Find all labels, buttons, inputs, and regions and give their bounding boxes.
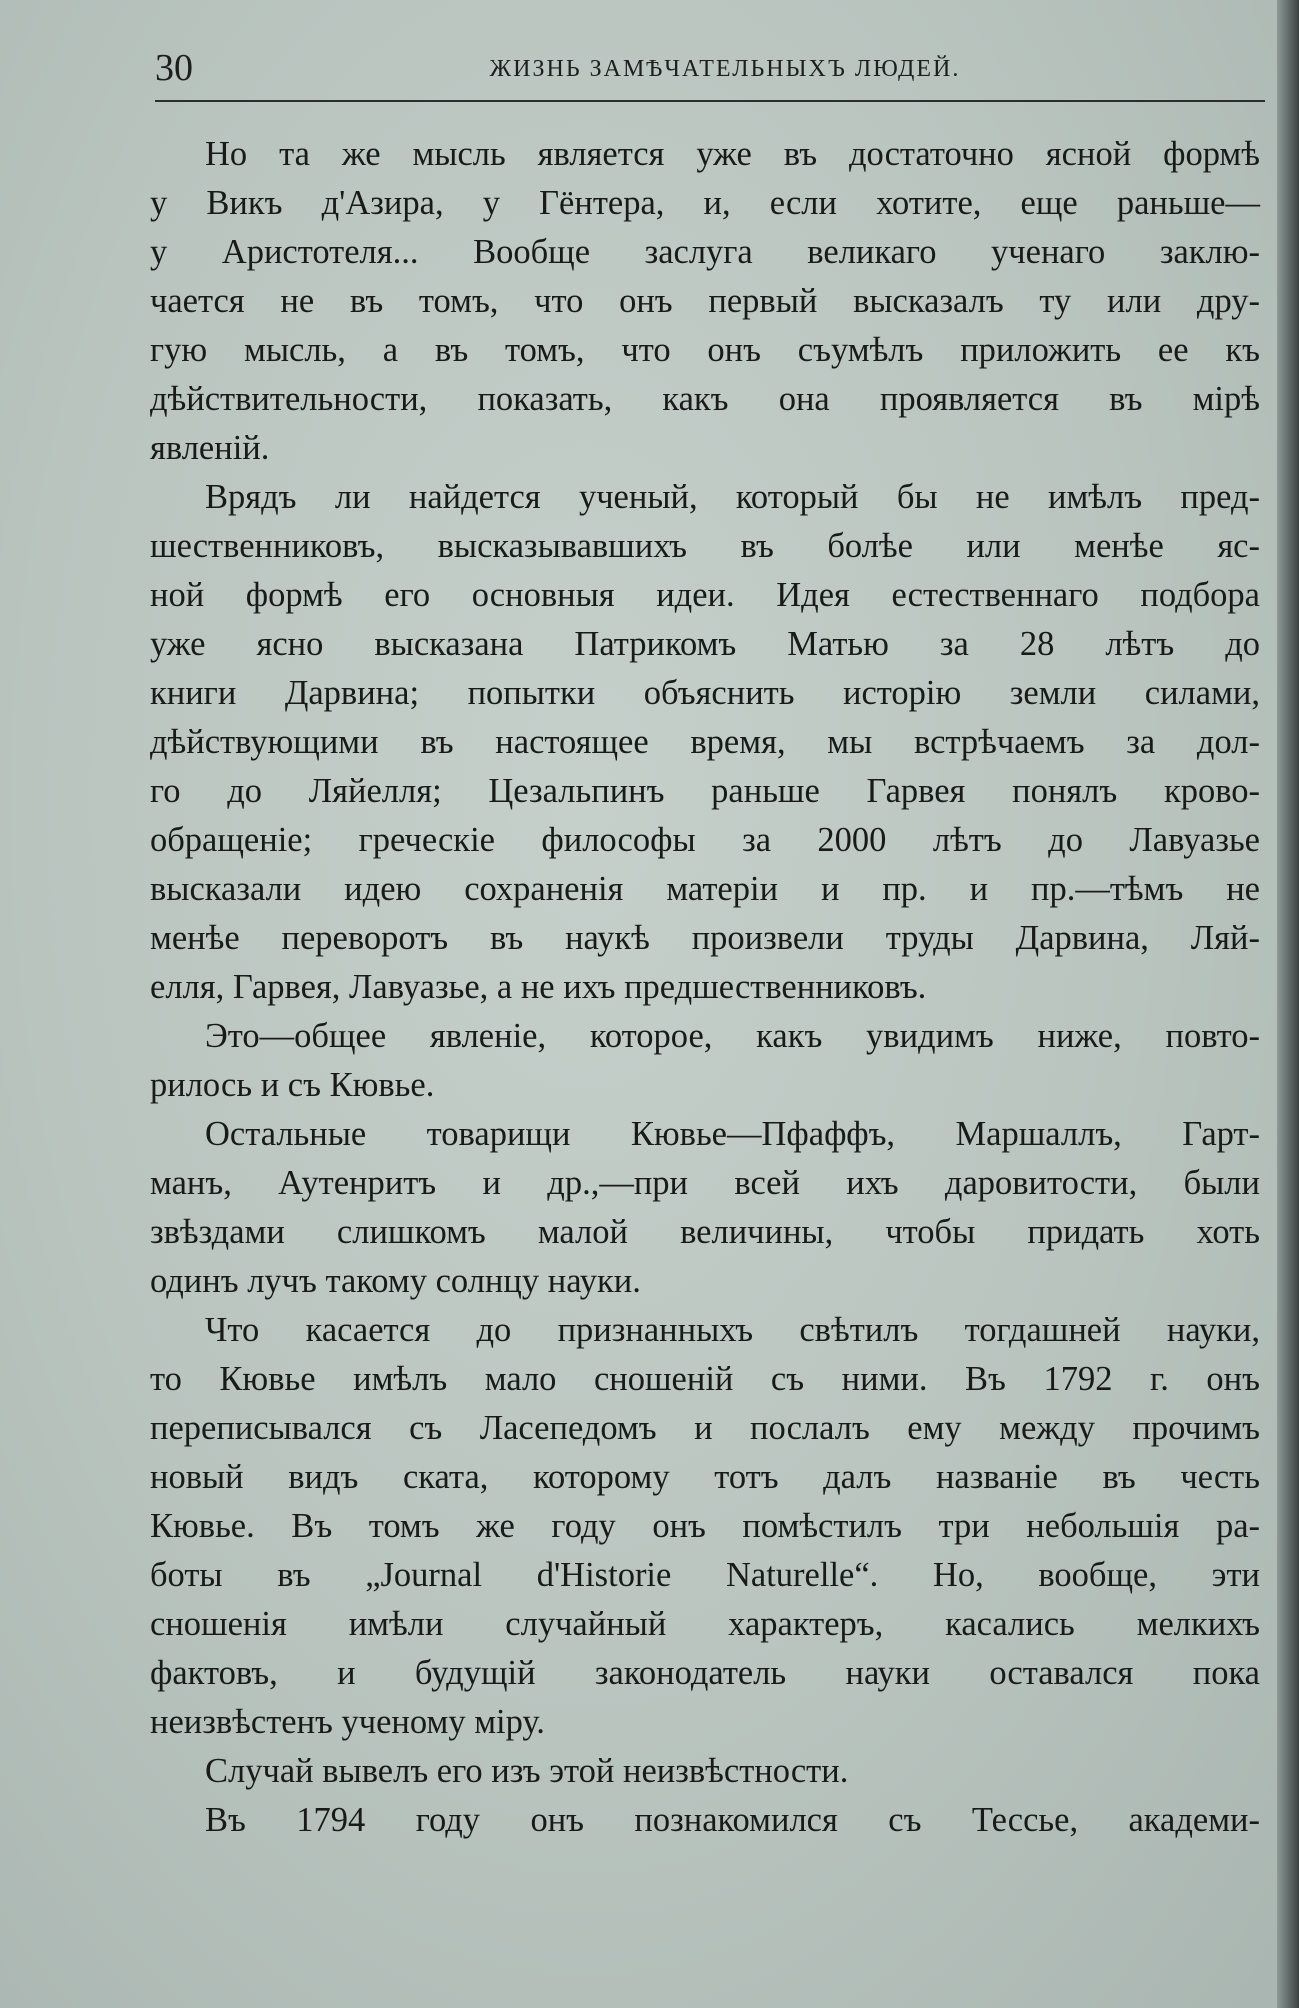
text-line: уже ясно высказана Патрикомъ Матью за 28 лѣтъ до [150, 625, 1260, 663]
header-rule [155, 100, 1265, 102]
text-line: Что касается до признанныхъ свѣтилъ тогдашней науки, [205, 1311, 1260, 1349]
text-line: шественниковъ, высказывавшихъ въ болѣе или менѣе яс- [150, 527, 1260, 565]
text-line: гую мысль, а въ томъ, что онъ съумѣлъ приложить ее къ [150, 331, 1260, 369]
text-line: то Кювье имѣлъ мало сношеній съ ними. Въ 1792 г. онъ [150, 1360, 1260, 1398]
text-line: Остальные товарищи Кювье—Пфаффъ, Маршаллъ, Гарт- [205, 1115, 1260, 1153]
text-line: Это—общее явленіе, которое, какъ увидимъ ниже, повто- [205, 1017, 1260, 1055]
text-line: у Аристотеля... Вообще заслуга великаго ученаго заклю- [150, 233, 1260, 271]
text-line: Врядъ ли найдется ученый, который бы не имѣлъ пред- [205, 478, 1260, 516]
text-line: Кювье. Въ томъ же году онъ помѣстилъ три небольшія ра- [150, 1507, 1260, 1545]
text-line: дѣйствительности, показать, какъ она проявляется въ мірѣ [150, 380, 1260, 418]
text-line: переписывался съ Ласепедомъ и послалъ ему между прочимъ [150, 1409, 1260, 1447]
text-line: менѣе переворотъ въ наукѣ произвели труды Дарвина, Ляй- [150, 919, 1260, 957]
page-gutter-shadow [1277, 0, 1299, 2008]
text-line: го до Ляйелля; Цезальпинъ раньше Гарвея понялъ крово- [150, 772, 1260, 810]
running-title: ЖИЗНЬ ЗАМѢЧАТЕЛЬНЫХЪ ЛЮДЕЙ. [489, 56, 961, 82]
body-text [150, 130, 1260, 1845]
text-line: обращеніе; греческіе философы за 2000 лѣтъ до Лавуазье [150, 821, 1260, 859]
text-line: новый видъ ската, которому тотъ далъ названіе въ честь [150, 1458, 1260, 1496]
text-line: Случай вывелъ его изъ этой неизвѣстности. [205, 1752, 849, 1790]
text-line: звѣздами слишкомъ малой величины, чтобы придать хоть [150, 1213, 1260, 1251]
text-line: чается не въ томъ, что онъ первый высказалъ ту или дру- [150, 282, 1260, 320]
text-line: Но та же мысль является уже въ достаточно ясной формѣ [205, 135, 1260, 173]
page-header [155, 46, 1265, 102]
text-line: сношенія имѣли случайный характеръ, касались мелкихъ [150, 1605, 1260, 1643]
text-line: одинъ лучъ такому солнцу науки. [150, 1262, 641, 1300]
text-line: елля, Гарвея, Лавуазье, а не ихъ предшественниковъ. [150, 968, 927, 1006]
text-line: боты въ „Journal d'Historie Naturelle“. Но, вообще, эти [150, 1556, 1260, 1594]
text-line: рилось и съ Кювье. [150, 1066, 435, 1104]
page-number: 30 [155, 47, 193, 89]
text-line: книги Дарвина; попытки объяснить исторію земли силами, [150, 674, 1260, 712]
text-line: неизвѣстенъ ученому міру. [150, 1703, 545, 1741]
text-line: высказали идею сохраненія матеріи и пр. и пр.—тѣмъ не [150, 870, 1260, 908]
text-line: ной формѣ его основныя идеи. Идея естественнаго подбора [150, 576, 1260, 614]
text-line: Въ 1794 году онъ познакомился съ Тессье, академи- [205, 1801, 1260, 1839]
text-line: у Викъ д'Азира, у Гёнтера, и, если хотите, еще раньше— [150, 184, 1260, 222]
text-line: явленій. [150, 429, 270, 467]
text-line: фактовъ, и будущій законодатель науки оставался пока [150, 1654, 1260, 1692]
text-line: дѣйствующими въ настоящее время, мы встрѣчаемъ за дол- [150, 723, 1260, 761]
text-line: манъ, Аутенритъ и др.,—при всей ихъ даровитости, были [150, 1164, 1260, 1202]
